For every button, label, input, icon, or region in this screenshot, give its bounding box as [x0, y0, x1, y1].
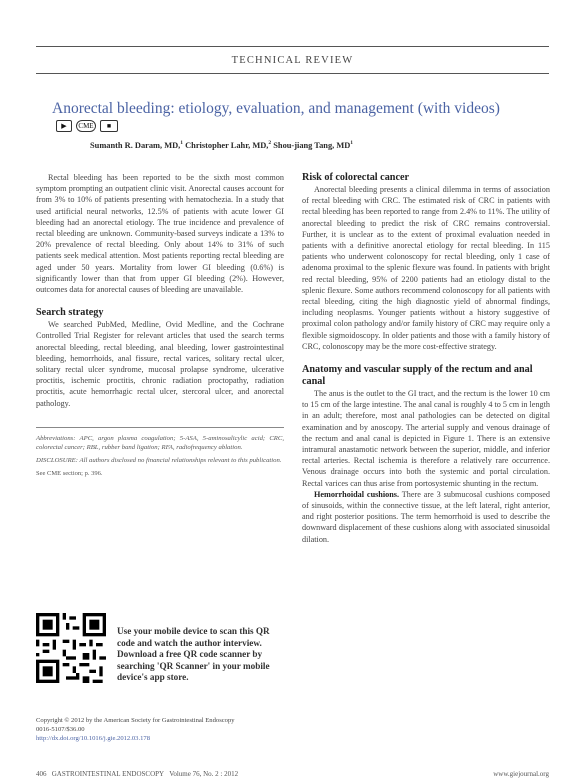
left-column	[36, 172, 284, 478]
section-header	[36, 46, 549, 74]
doi-link[interactable]: http://dx.doi.org/10.1016/j.gie.2012.03.178	[36, 735, 150, 743]
hemorrhoid-paragraph	[302, 489, 550, 545]
camera-icon[interactable]: ■	[100, 120, 118, 132]
author-line	[90, 140, 530, 150]
search-heading: Search strategy	[36, 307, 104, 319]
title-icons	[56, 120, 118, 132]
cme-note: See CME section; p. 396.	[36, 469, 103, 477]
issn-text: 0016-5107/$36.00	[36, 726, 85, 734]
page-footer	[36, 770, 549, 778]
copyright-text: Copyright © 2012 by the American Society for Gastrointestinal Endoscopy	[36, 717, 235, 724]
intro-paragraph: Rectal bleeding has been reported to be the sixth most common symptom prompting an outpatient clinic visit. Anorectal causes account for from 3% to 10% of patients presenting with hematochezia. In a study that used artificial neural networks, 12.5% of patients with acute lower GI bleeding had an anorectal etiology. The true incidence and prevalence of rectal bleeding are unknown. Community-based surveys indicate a 13% to 20% prevalence of rectal bleeding. Only about 14% to 31% of such patients seek medical attention. Most patients reporting rectal bleeding are aged under 50 years. Mortality from lower GI bleeding (0.6%) is significantly lower than that from upper GI bleeding (2%). However, outcomes data for anorectal causes of bleeding are unavailable.	[36, 173, 284, 295]
qr-instructions: Use your mobile device to scan this QR code and watch the author interview. Download a free QR code scanner by searching 'QR Scanner' in your mobile device's app store.	[117, 626, 270, 683]
title-text: Anorectal bleeding: etiology, evaluation, and management (with videos)	[52, 100, 500, 117]
journal-url[interactable]: www.giejournal.org	[493, 770, 549, 778]
risk-heading: Risk of colorectal cancer	[302, 172, 410, 183]
article-title	[52, 100, 542, 134]
journal-name: GASTROINTESTINAL ENDOSCOPY	[51, 770, 165, 778]
anatomy-heading: Anatomy and vascular supply of the rectum and anal canal	[302, 364, 533, 388]
search-paragraph: We searched PubMed, Medline, Ovid Medline, and the Cochrane Controlled Trial Register for relevant articles that used the search terms anorectal bleeding, rectal bleeding, anal bleeding, lower gastrointestinal bleeding, hemorrhoids, anal fissure, rectal varices, solitary rectal ulcer, solitary rectal ulcer syndrome, mucosal prolapse syndrome, ulcerative proctitis, ischemic proctitis, chronic radiation proctopathy, radiation proctitis, acute hemorrhagic rectal ulcer, stercoral ulcer, and anorectal pathology.	[36, 320, 284, 408]
volume-info: Volume 76, No. 2 : 2012	[169, 770, 239, 778]
footer-left	[36, 770, 238, 778]
page-number: 406	[36, 770, 47, 778]
abbreviations-note: Abbreviations: APC, argon plasma coagulation; 5-ASA, 5-aminosalicylic acid; CRC, colorectal cancer; RBL, rubber band ligation; RFA, radiofrequency ablation.	[36, 434, 284, 451]
hemorrhoid-text: There are 3 submucosal cushions composed of sinusoids, within the connective tissue, at the left lateral, right anterior, and right posterior positions. The term hemorrhoid is used to describe the downward displacement of these cushions along with associated sinusoidal dilation.	[302, 489, 550, 544]
authors-text: Sumanth R. Daram, MD,$^1$ Christopher Lahr, MD,$^2$ Shou-jiang Tang, $MD^1$	[90, 140, 354, 150]
copyright-block	[36, 716, 306, 744]
video-icon[interactable]: ▶	[56, 120, 72, 132]
cme-icon[interactable]: CME	[76, 120, 96, 132]
qr-code[interactable]	[36, 613, 106, 683]
right-column	[302, 172, 550, 545]
section-label: TECHNICAL REVIEW	[231, 54, 354, 66]
hemorrhoid-heading: Hemorrhoidal cushions.	[314, 489, 400, 499]
anatomy-paragraph: The anus is the outlet to the GI tract, and the rectum is the lower 10 cm to 15 cm of the large intestine. The anal canal is roughly 4 to 5 cm in length in an adult; therefore, most anal pathologies can be detected on digital examination and by anoscopy. The arterial supply and venous drainage of the rectum and anal canal is depicted in Figure 1. There is an extensive intramural anastamotic network between the superior, middle, and inferior rectal arteries. Rectal ischemia is therefore a relatively rare occurrence. Venous drainage occurs into both the systemic and portal circulation. Rectal varices can thus arise from portosystemic shunting in the rectum.	[302, 389, 550, 488]
risk-paragraph: Anorectal bleeding presents a clinical dilemma in terms of association of rectal bleeding with CRC. The estimated risk of CRC in patients with rectal bleeding has been reported to range from 2.4% to 11%. The utility of anorectal bleeding to predict the risk of CRC remains controversial. Further, it is unclear as to the extent of proximal evaluation needed in patients with a definitive anorectal etiology for rectal bleeding. In 115 patients who underwent colonoscopy for rectal bleeding, only 1 case of adenoma proximal to the splenic flexure was found. In patients with bright red rectal bleeding, 95% of 2200 patients had an etiology distal to the splenic flexure. Some authors recommend colonoscopy for all patients with rectal bleeding, citing the high diagnostic yield of abnormal findings, including neoplasms. Younger patients without a history suggestive of proximal colon pathology and/or family history of CRC may require only a flexible sigmoidoscopy. In older patients and those with a family history of CRC, colonoscopy may be the more cost-effective strategy.	[302, 185, 550, 351]
disclosure-note: DISCLOSURE: All authors disclosed no financial relationships relevant to this publication.	[36, 456, 282, 464]
